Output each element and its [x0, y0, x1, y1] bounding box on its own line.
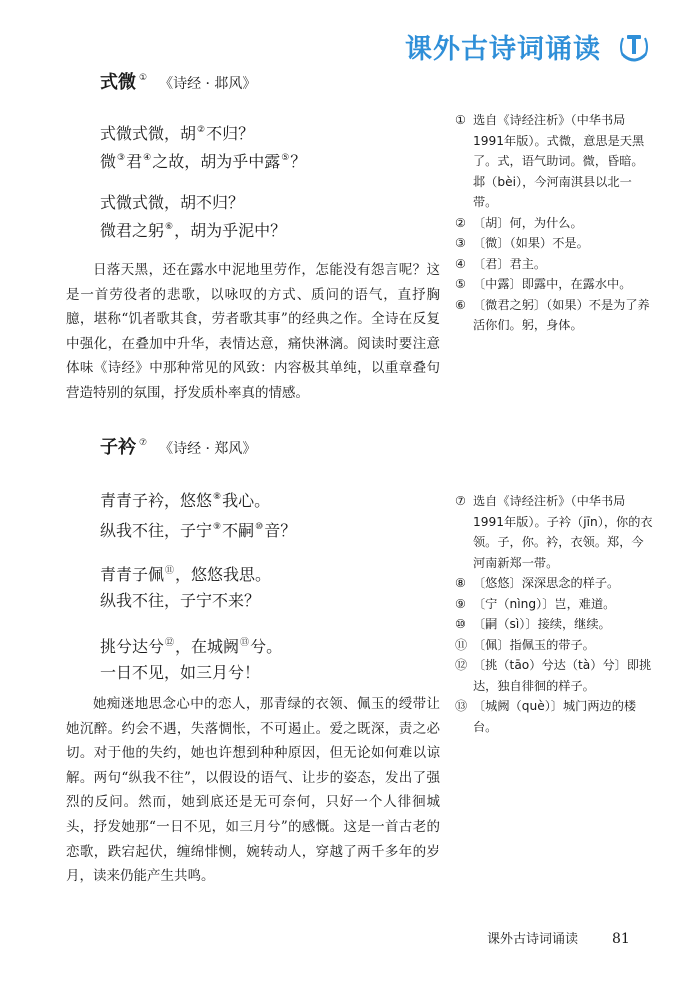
footnote-number: ⑤: [455, 277, 466, 291]
footnote-marker: ⑬: [240, 638, 250, 648]
verse-text: 兮。: [250, 637, 283, 656]
footnote-number: ①: [455, 113, 466, 127]
verse-text: 青青子佩: [100, 565, 165, 584]
footnote-text: 〔城阙（què）〕城门两边的楼台。: [473, 699, 637, 734]
verse-line: [100, 630, 282, 660]
verse-text: 纵我不往，子宁不来？: [100, 591, 261, 610]
verse-text: 青青子衿，悠悠: [100, 491, 213, 510]
verse-line: [100, 190, 286, 215]
footnote-number: ⑬: [455, 699, 468, 713]
verse-line: [100, 588, 271, 614]
footnote-number: ⑨: [455, 596, 466, 611]
page-number: 81: [612, 931, 630, 947]
footnote-marker: ⑩: [255, 522, 264, 532]
footnote: [455, 274, 655, 295]
footnote-number: ④: [455, 256, 466, 271]
footnote-marker: ⑦: [139, 438, 148, 448]
footnote-text: 选自《诗经注析》（中华书局1991年版）。子衿（jīn），你的衣领。子，你。衿，衣领。郑，今河南新郑一带。: [473, 494, 653, 570]
footnote-number: ⑩: [455, 617, 466, 631]
footnote: [455, 573, 655, 594]
verse-line: [100, 484, 296, 514]
poem2-stanza-1: [100, 484, 296, 544]
verse-line: [100, 660, 282, 686]
poem2-stanza-2: [100, 558, 271, 614]
footnote-text: 〔中露〕即露中，在露水中。: [473, 277, 632, 291]
verse-text: ，胡为乎泥中？: [174, 221, 287, 240]
footnote-text: 〔佩〕指佩玉的带子。: [473, 637, 595, 652]
footnote-number: ⑦: [455, 494, 466, 508]
verse-text: 我心。: [222, 491, 271, 510]
footnote: [455, 491, 655, 573]
verse-text: 式微式微，胡: [100, 124, 197, 143]
verse-line: [100, 215, 286, 243]
poem2-stanza-3: [100, 630, 282, 686]
footnote-text: 〔微〕（如果）不是。: [473, 236, 589, 250]
footnote: [455, 213, 655, 234]
footnote-marker: ①: [139, 73, 148, 83]
verse-text: 不归？: [206, 124, 255, 143]
poem-source: 《诗经 · 郑风》: [159, 441, 257, 457]
footnote-marker: ⑪: [165, 566, 175, 576]
footnote: [455, 594, 655, 615]
footnote: [455, 254, 655, 275]
verse-text: 微君之躬: [100, 221, 165, 240]
footnote-marker: ②: [197, 125, 206, 135]
footnote: [455, 696, 655, 737]
footnote-text: 〔胡〕何，为什么。: [473, 215, 583, 230]
verse-line: [100, 514, 296, 544]
poem-source: 《诗经 · 邶风》: [159, 76, 257, 92]
roman-numeral-one-badge-icon: [617, 30, 651, 64]
poem2-footnotes: [455, 491, 655, 737]
footnote: [455, 295, 655, 336]
poem1-stanza-1: [100, 118, 306, 174]
poem1-footnotes: [455, 110, 655, 336]
verse-line: [100, 118, 306, 146]
footnote-marker: ⑨: [213, 522, 222, 532]
verse-line: [100, 146, 306, 174]
poem-name: 子衿: [100, 437, 136, 458]
footnote: [455, 635, 655, 656]
footnote-marker: ⑧: [213, 492, 222, 502]
verse-text: 之故，胡为乎中露: [152, 152, 281, 171]
footnote-text: 〔君〕君主。: [473, 256, 547, 271]
footnote-marker: ③: [117, 153, 126, 163]
footnote-text: 选自《诗经注析》（中华书局1991年版）。式微，意思是天黑了。式，语气助词。微，昏暗。邶（bèi），今河南淇县以北一带。: [473, 113, 645, 209]
footnote-number: ⑧: [455, 576, 466, 590]
verse-text: ，悠悠我思。: [175, 565, 272, 584]
footnote-marker: ⑥: [165, 222, 174, 232]
verse-text: ，在城阙: [175, 637, 240, 656]
footnote-marker: ④: [143, 153, 152, 163]
poem1-stanza-2: [100, 190, 286, 243]
section-title: 课外古诗词诵读: [405, 34, 601, 65]
footnote: [455, 110, 655, 213]
footnote-text: 〔微君之躬〕（如果）不是为了养活你们。躬，身体。: [473, 297, 650, 332]
verse-text: ？: [290, 152, 307, 171]
verse-text: 式微式微，胡不归？: [100, 193, 245, 212]
footnote-number: ③: [455, 236, 466, 250]
footnote-marker: ⑤: [281, 153, 290, 163]
verse-text: 一日不见，如三月兮！: [100, 663, 261, 682]
verse-text: 纵我不往，子宁: [100, 521, 213, 540]
page-footer: [487, 928, 630, 947]
footnote-text: 〔挑（tāo）兮达（tà）兮〕即挑达，独自徘徊的样子。: [473, 658, 652, 693]
verse-text: 音？: [264, 521, 297, 540]
footnote: [455, 614, 655, 635]
verse-text: 挑兮达兮: [100, 637, 165, 656]
footer-section-title: 课外古诗词诵读: [487, 932, 579, 947]
poem1-commentary: 日落天黑，还在露水中泥地里劳作，怎能没有怨言呢？这是一首劳役者的悲歌，以咏叹的方式、质问的语气，直抒胸臆，堪称“饥者歌其食，劳者歌其事”的经典之作。全诗在反复中强化，在叠加中升华，表情达意，痛快淋漓。阅读时要注意体味《诗经》中那种常见的风致：内容极其单纯，以重章叠句营造特别的氛围，抒发质朴率真的情感。: [66, 262, 440, 401]
footnote-text: 〔嗣（sì）〕接续，继续。: [473, 617, 611, 631]
footnote-number: ⑫: [455, 658, 468, 672]
footnote-number: ⑪: [455, 637, 468, 652]
footnote: [455, 233, 655, 254]
poem-title-zijin: [100, 433, 256, 459]
verse-line: [100, 558, 271, 588]
verse-text: 君: [126, 152, 143, 171]
poem-title-shiwei: [100, 68, 256, 94]
verse-text: 不嗣: [222, 521, 255, 540]
poem2-commentary: 她痴迷地思念心中的恋人，那青绿的衣领、佩玉的绶带让她沉醉。约会不遇，失落惆怅，不可遏止。爱之既深，责之必切。对于他的失约，她也许想到种种原因，但无论如何难以谅解。两句“纵我不往”，以假设的语气、让步的姿态，发出了强烈的反问。然而，她到底还是无可奈何，只好一个人徘徊城头，抒发她那“一日不见，如三月兮”的感慨。这是一首古老的恋歌，跌宕起伏，缠绵悱恻，婉转动人，穿越了两千多年的岁月，读来仍能产生共鸣。: [66, 696, 440, 885]
footnote-number: ②: [455, 215, 466, 230]
verse-text: 微: [100, 152, 117, 171]
footnote-number: ⑥: [455, 297, 466, 312]
poem-name: 式微: [100, 72, 136, 93]
footnote: [455, 655, 655, 696]
footnote-text: 〔宁（nìng）〕岂，难道。: [473, 596, 616, 611]
footnote-marker: ⑫: [165, 638, 175, 648]
footnote-text: 〔悠悠〕深深思念的样子。: [473, 576, 620, 590]
